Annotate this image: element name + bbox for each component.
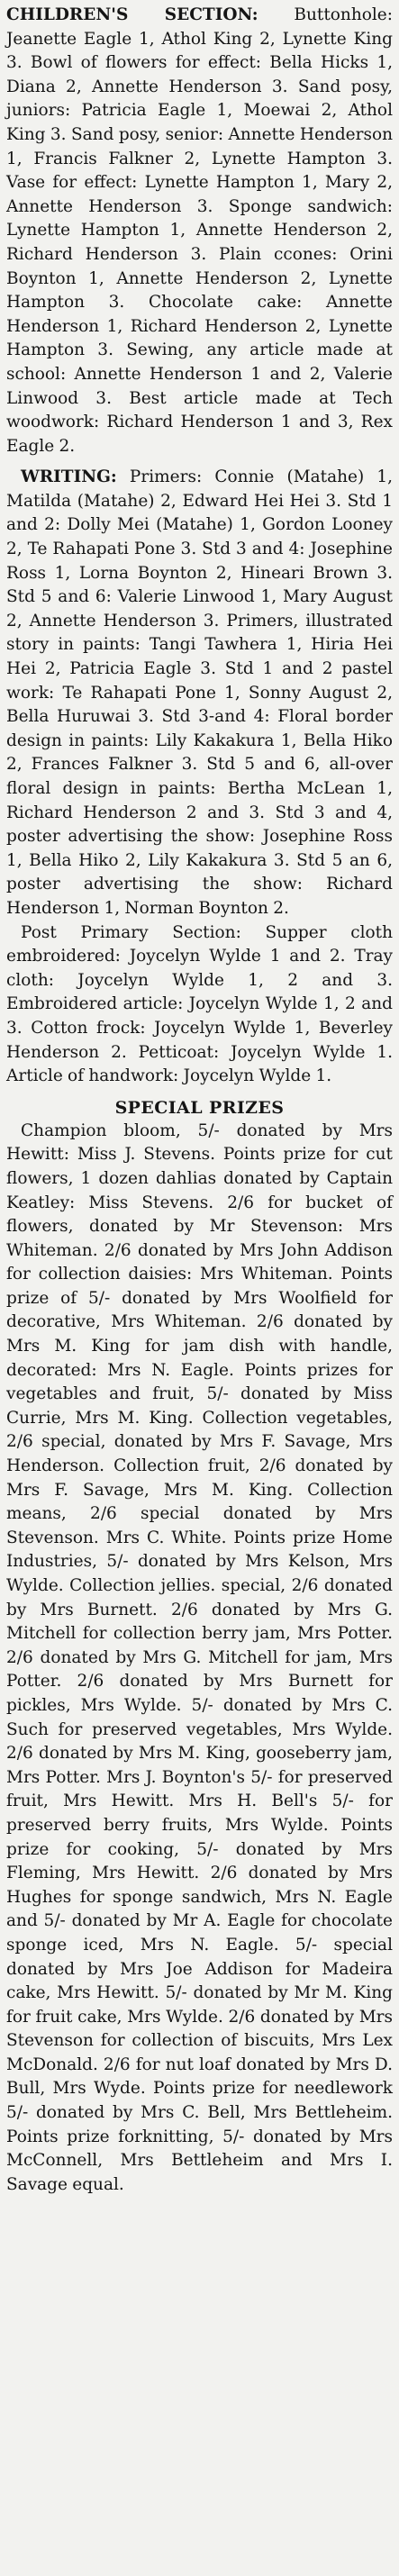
childrens-section-heading: CHILDREN'S SECTION:	[6, 5, 258, 24]
special-prizes-heading: SPECIAL PRIZES	[114, 1097, 285, 1118]
writing-text: Primers: Connie (Matahe) 1, Matilda (Matahe) 2, Edward Hei Hei 3. Std 1 and 2: Dolly Mei (Matahe) 1, Gordon Looney 2, Te Rahapati Pone 3. Std 3 and 4: Josephine Ross 1, Lorna Boynton 2, Hineari Brown 3. Std 5 and 6: Valerie Linwood 1, Mary August 2, Annette Henderson 3. Primers, illustrated story in paints: Tangi Tawhera 1, Hiria Hei Hei 2, Patricia Eagle 3. Std 1 and 2 pastel work: Te Rahapati Pone 1, Sonny August 2, Bella Huruwai 3. Std 3-and 4: Floral border design in paints: Lily Kakakura 1, Bella Hiko 2, Frances Falkner 3. Std 5 and 6, all-over floral design in paints: Bertha McLean 1, Richard Henderson 2 and 3. Std 3 and 4, poster advertising the show: Josephine Ross 1, Bella Hiko 2, Lily Kakakura 3. Std 5 an 6, poster advertising the show: Richard Henderson 1, Norman Boynton 2.	[6, 467, 394, 918]
childrens-section-text: Buttonhole: Jeanette Eagle 1, Athol King 2, Lynette King 3. Bowl of flowers for effect: Bella Hicks 1, Diana 2, Annette Henderson 3. Sand posy, juniors: Patricia Eagle 1, Moewai 2, Athol King 3. Sand posy, senior: Annette Henderson 1, Francis Falkner 2, Lynette Hampton 3. Vase for effect: Lynette Hampton 1, Mary 2, Annette Henderson 3. Sponge sandwich: Lynette Hampton 1, Annette Henderson 2, Richard Henderson 3. Plain ccones: Orini Boynton 1, Annette Henderson 2, Lynette Hampton 3. Chocolate cake: Annette Henderson 1, Richard Henderson 2, Lynette Hampton 3. Sewing, any article made at school: Annette Henderson 1 and 2, Valerie Linwood 3. Best article made at Tech woodwork: Richard Henderson 1 and 3, Rex Eagle 2.	[6, 5, 393, 456]
writing-paragraph	[6, 466, 393, 921]
writing-heading: WRITING:	[21, 467, 117, 487]
post-primary-text: Post Primary Section: Supper cloth embroidered: Joycelyn Wylde 1 and 2. Tray cloth: Joycelyn Wylde 1, 2 and 3. Embroidered article: Joycelyn Wylde 1, 2 and 3. Cotton frock: Joycelyn Wylde 1, Beverley Henderson 2. Petticoat: Joycelyn Wylde 1. Article of handwork: Joycelyn Wylde 1.	[6, 922, 393, 1086]
post-primary-paragraph	[6, 921, 393, 1089]
childrens-section-paragraph	[6, 4, 393, 458]
special-prizes-text: Champion bloom, 5/- donated by Mrs Hewitt: Miss J. Stevens. Points prize for cut flowers, 1 dozen dahlias donated by Captain Keatley: Miss Stevens. 2/6 for bucket of flowers, donated by Mr Stevenson: Mrs Whiteman. 2/6 donated by Mrs John Addison for collection daisies: Mrs Whiteman. Points prize of 5/- donated by Mrs Woolfield for decorative, Mrs Whiteman. 2/6 donated by Mrs M. King for jam dish with handle, decorated: Mrs N. Eagle. Points prizes for vegetables and fruit, 5/- donated by Miss Currie, Mrs M. King. Collection vegetables, 2/6 special, donated by Mrs F. Savage, Mrs Henderson. Collection fruit, 2/6 donated by Mrs F. Savage, Mrs M. King. Collection means, 2/6 special donated by Mrs Stevenson. Mrs C. White. Points prize Home Industries, 5/- donated by Mrs Kelson, Mrs Wylde. Collection jellies. special, 2/6 donated by Mrs Burnett. 2/6 donated by Mrs G. Mitchell for collection berry jam, Mrs Potter. 2/6 donated by Mrs G. Mitchell for jam, Mrs Potter. 2/6 donated by Mrs Burnett for pickles, Mrs Wylde. 5/- donated by Mrs C. Such for preserved vegetables, Mrs Wylde. 2/6 donated by Mrs M. King, gooseberry jam, Mrs Potter. Mrs J. Boynton's 5/- for preserved fruit, Mrs Hewitt. Mrs H. Bell's 5/- for preserved berry fruits, Mrs Wylde. Points prize for cooking, 5/- donated by Mrs Fleming, Mrs Hewitt. 2/6 donated by Mrs Hughes for sponge sandwich, Mrs N. Eagle and 5/- donated by Mr A. Eagle for chocolate sponge iced, Mrs N. Eagle. 5/- special donated by Mrs Joe Addison for Madeira cake, Mrs Hewitt. 5/- donated by Mr M. King for fruit cake, Mrs Wylde. 2/6 donated by Mrs Stevenson for collection of biscuits, Mrs Lex McDonald. 2/6 for nut loaf donated by Mrs D. Bull, Mrs Wyde. Points prize for needlework 5/- donated by Mrs C. Bell, Mrs Bettleheim. Points prize forknitting, 5/- donated by Mrs McConnell, Mrs Bettleheim and Mrs I. Savage equal.	[6, 1120, 393, 2194]
special-prizes-paragraph	[6, 1120, 393, 2198]
